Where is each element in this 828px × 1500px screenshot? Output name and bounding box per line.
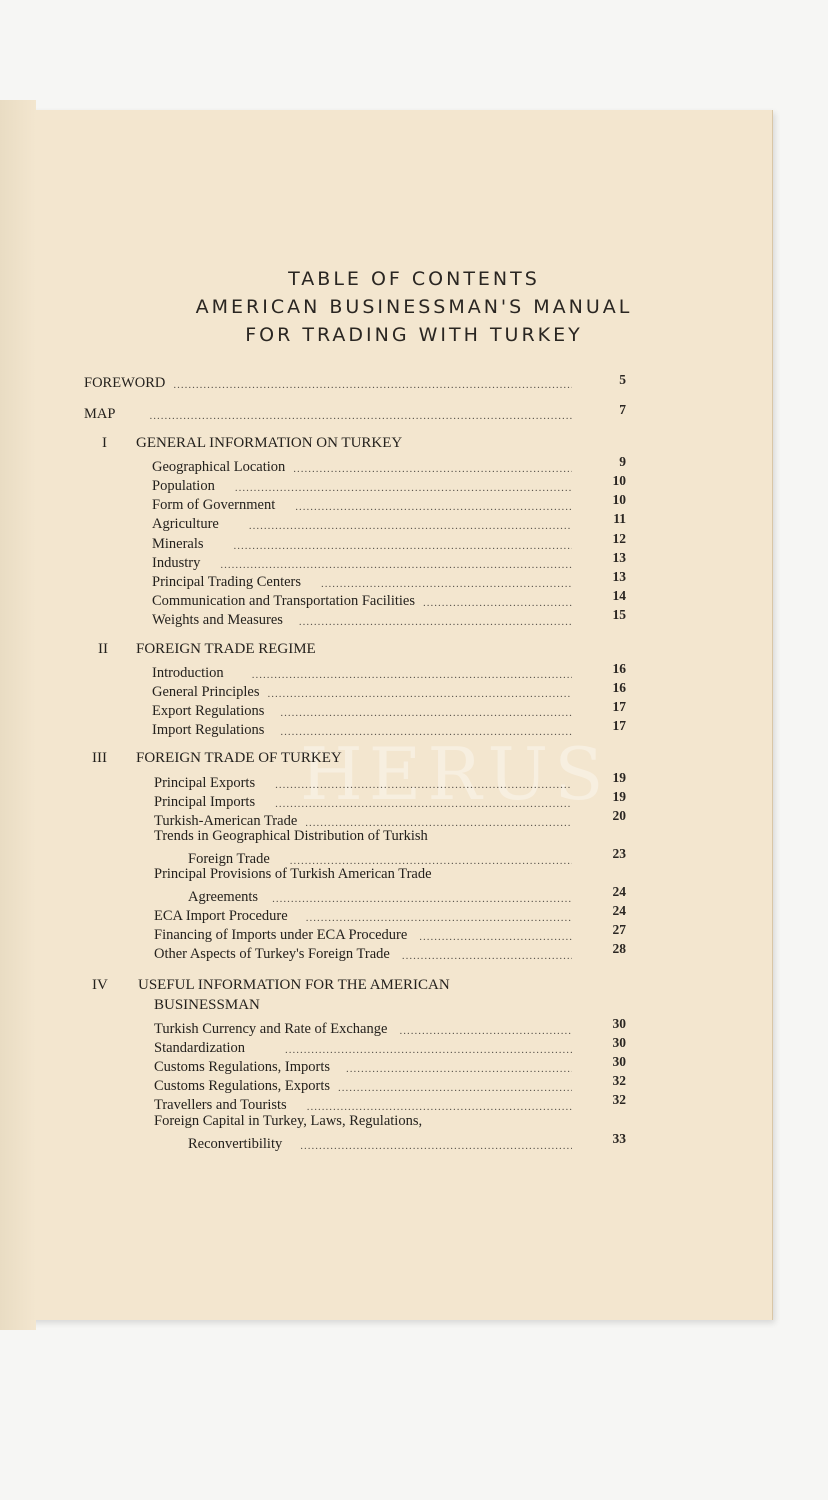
page-number: 15 (612, 607, 626, 622)
toc-entry (154, 1058, 572, 1076)
entry-label-continued: Reconvertibility (188, 1136, 283, 1152)
page-number: 13 (612, 550, 626, 565)
section-number: III (92, 750, 107, 766)
leader-dots (272, 892, 572, 906)
leader-dots (149, 409, 572, 423)
entry-label: Form of Government (152, 497, 276, 513)
section-title: GENERAL INFORMATION ON TURKEY (136, 435, 403, 451)
page-number: 10 (612, 473, 626, 488)
leader-dots (173, 378, 572, 392)
page-number: 5 (619, 372, 626, 387)
toc-entry (152, 477, 572, 495)
toc-entry (154, 793, 572, 811)
page-number: 19 (612, 770, 626, 785)
entry-label: Travellers and Tourists (154, 1097, 287, 1113)
page-number: 24 (612, 903, 626, 918)
toc-entry (188, 1135, 572, 1153)
entry-label: ECA Import Procedure (154, 908, 288, 924)
section-number: I (102, 435, 107, 451)
toc-entry (154, 926, 572, 944)
leader-dots (220, 558, 572, 572)
toc-entry (154, 1020, 572, 1038)
toc-entry (152, 573, 572, 591)
toc-entry (154, 774, 572, 792)
watermark: HERUS (300, 732, 610, 816)
entry-label: General Principles (152, 684, 260, 700)
entry-label: Communication and Transportation Facilities (152, 593, 415, 609)
page-number: 27 (612, 922, 626, 937)
toc-entry (154, 945, 572, 963)
leader-dots (306, 911, 572, 925)
leader-dots (338, 1081, 572, 1095)
page-number: 33 (612, 1131, 626, 1146)
entry-label: Other Aspects of Turkey's Foreign Trade (154, 946, 390, 962)
page-number: 28 (612, 941, 626, 956)
entry-label: Principal Exports (154, 775, 256, 791)
leader-dots (346, 1062, 572, 1076)
page-number: 13 (612, 569, 626, 584)
heading-line-2: AMERICAN BUSINESSMAN'S MANUAL (195, 296, 633, 318)
entry-label: MAP (84, 406, 116, 422)
entry-label-line-1: Trends in Geographical Distribution of Turkish (154, 828, 428, 844)
page-number: 32 (612, 1073, 626, 1088)
leader-dots (285, 1043, 572, 1057)
section-title: FOREIGN TRADE REGIME (136, 641, 316, 657)
toc-entry (152, 721, 572, 739)
leader-dots (300, 1139, 572, 1153)
leader-dots (321, 577, 572, 591)
page-number: 16 (612, 680, 626, 695)
toc-entry (152, 611, 572, 629)
entry-label: Financing of Imports under ECA Procedure (154, 927, 408, 943)
entry-label: Introduction (152, 665, 224, 681)
toc-entry-map (84, 405, 572, 423)
leader-dots (234, 539, 572, 553)
toc-entry (152, 535, 572, 553)
page-number: 17 (612, 699, 626, 714)
entry-label: Industry (152, 555, 201, 571)
entry-label: Weights and Measures (152, 612, 283, 628)
entry-label: Geographical Location (152, 459, 286, 475)
page-number: 23 (612, 846, 626, 861)
toc-entry (152, 683, 572, 701)
section-title: FOREIGN TRADE OF TURKEY (136, 750, 342, 766)
entry-label: FOREWORD (84, 375, 166, 391)
leader-dots (402, 949, 572, 963)
leader-dots (268, 687, 572, 701)
entry-label: Turkish Currency and Rate of Exchange (154, 1021, 388, 1037)
entry-label: Customs Regulations, Exports (154, 1078, 331, 1094)
heading-line-3: FOR TRADING WITH TURKEY (245, 324, 583, 346)
page-number: 11 (613, 511, 626, 526)
toc-entry (152, 664, 572, 682)
leader-dots (299, 615, 572, 629)
entry-label: Customs Regulations, Imports (154, 1059, 331, 1075)
leader-dots (280, 706, 572, 720)
toc-entry (152, 554, 572, 572)
page-number: 10 (612, 492, 626, 507)
leader-dots (423, 596, 572, 610)
entry-label: Agriculture (152, 516, 219, 532)
leader-dots (275, 778, 572, 792)
entry-label: Standardization (154, 1040, 246, 1056)
entry-label: Minerals (152, 536, 204, 552)
page-number: 19 (612, 789, 626, 804)
page-number: 32 (612, 1092, 626, 1107)
leader-dots (307, 1100, 572, 1114)
entry-label: Population (152, 478, 215, 494)
entry-label: Principal Imports (154, 794, 256, 810)
toc-entry (154, 1096, 572, 1114)
page-number: 9 (619, 454, 626, 469)
page-number: 30 (612, 1054, 626, 1069)
entry-label: Principal Trading Centers (152, 574, 302, 590)
leader-dots (399, 1024, 572, 1038)
toc-entry (154, 1077, 572, 1095)
page-number: 30 (612, 1035, 626, 1050)
page-number: 17 (612, 718, 626, 733)
leader-dots (280, 725, 572, 739)
entry-label: Turkish-American Trade (154, 813, 298, 829)
page-number: 24 (612, 884, 626, 899)
toc-entry (152, 515, 572, 533)
toc-entry (152, 458, 572, 476)
toc-entry (154, 1039, 572, 1057)
page-number: 30 (612, 1016, 626, 1031)
leader-dots (235, 481, 572, 495)
toc-entry (188, 888, 572, 906)
page-number: 12 (612, 531, 626, 546)
heading-line-1: TABLE OF CONTENTS (288, 268, 540, 290)
page-number: 20 (612, 808, 626, 823)
entry-label: Export Regulations (152, 703, 265, 719)
toc-entry-foreword (84, 374, 572, 392)
entry-label-continued: Foreign Trade (188, 851, 270, 867)
toc-entry (152, 496, 572, 514)
entry-label: Import Regulations (152, 722, 265, 738)
entry-label-continued: Agreements (188, 889, 259, 905)
leader-dots (293, 462, 572, 476)
toc-entry (152, 702, 572, 720)
page-number: 14 (612, 588, 626, 603)
section-title: USEFUL INFORMATION FOR THE AMERICAN (138, 977, 450, 993)
leader-dots (275, 797, 572, 811)
entry-label-line-1: Principal Provisions of Turkish American Trade (154, 866, 432, 882)
leader-dots (419, 930, 572, 944)
section-number: II (98, 641, 108, 657)
page-number: 16 (612, 661, 626, 676)
section-title-continued: BUSINESSMAN (154, 997, 260, 1013)
toc-entry (154, 907, 572, 925)
section-number: IV (92, 977, 108, 993)
toc-entry (152, 592, 572, 610)
leader-dots (252, 668, 572, 682)
leader-dots (295, 500, 572, 514)
leader-dots (249, 519, 572, 533)
entry-label-line-1: Foreign Capital in Turkey, Laws, Regulations, (154, 1113, 423, 1129)
page-number: 7 (619, 402, 626, 417)
